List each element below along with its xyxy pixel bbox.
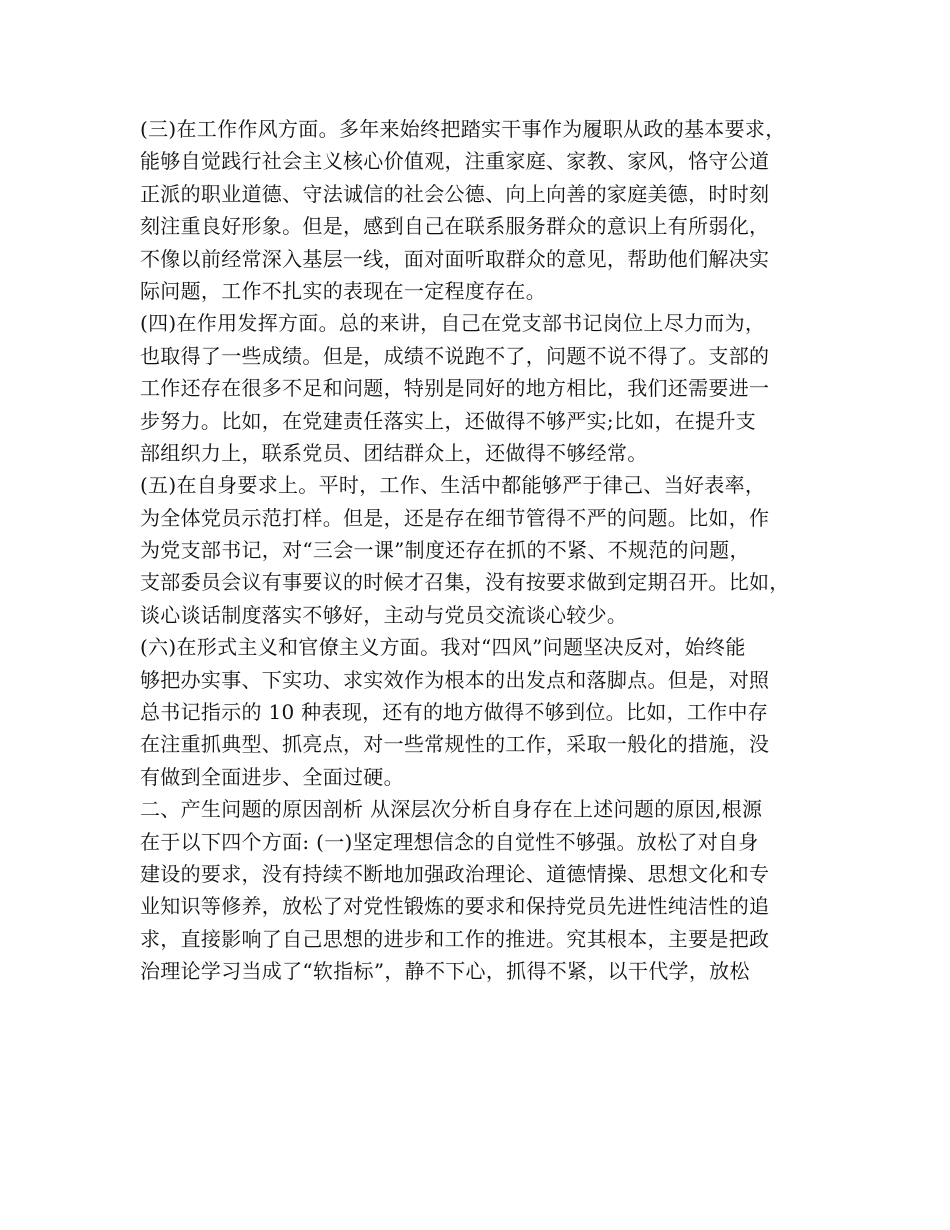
text-line: 不像以前经常深入基层一线，面对面听取群众的意见，帮助他们解决实	[140, 246, 770, 271]
text-line: 步努力。比如，在党建责任落实上，还做得不够严实;比如，在提升支	[140, 408, 757, 433]
text-line: 正派的职业道德、守法诚信的社会公德、向上向善的家庭美德，时时刻	[140, 181, 770, 206]
text-line: (三)在工作作风方面。多年来始终把踏实干事作为履职从政的基本要求，	[140, 117, 786, 141]
text-line: (六)在形式主义和官僚主义方面。我对“四风”问题坚决反对，始终能	[140, 635, 746, 660]
text-line: 能够自觉践行社会主义核心价值观，注重家庭、家教、家风，恪守公道	[140, 149, 770, 174]
text-line: (五)在自身要求上。平时，工作、生活中都能够严于律己、当好表率，	[140, 473, 766, 498]
text-line: 二、产生问题的原因剖析 从深层次分析自身存在上述问题的原因,根源	[140, 797, 763, 822]
text-line: 治理论学习当成了“软指标”，静不下心，抓得不紧，以干代学，放松	[140, 959, 750, 984]
text-line: 也取得了一些成绩。但是，成绩不说跑不了，问题不说不得了。支部的	[140, 343, 770, 368]
document-body	[140, 113, 840, 988]
text-line: 际问题，工作不扎实的表现在一定程度存在。	[140, 278, 546, 303]
text-line: 求，直接影响了自己思想的进步和工作的推进。究其根本，主要是把政	[140, 926, 770, 951]
text-line: 业知识等修养，放松了对党性锻炼的要求和保持党员先进性纯洁性的追	[140, 894, 770, 919]
text-line: 工作还存在很多不足和问题，特别是同好的地方相比，我们还需要进一	[140, 376, 770, 401]
text-line: 够把办实事、下实功、求实效作为根本的出发点和落脚点。但是，对照	[140, 667, 770, 692]
text-line: 谈心谈话制度落实不够好，主动与党员交流谈心较少。	[140, 602, 628, 627]
text-line: 为党支部书记，对“三会一课”制度还存在抓的不紧、不规范的问题，	[140, 538, 750, 563]
text-line: 有做到全面进步、全面过硬。	[140, 764, 404, 789]
text-line: (四)在作用发挥方面。总的来讲，自己在党支部书记岗位上尽力而为，	[140, 311, 766, 336]
text-line: 支部委员会议有事要议的时候才召集，没有按要求做到定期召开。比如，	[140, 570, 790, 595]
text-line: 建设的要求，没有持续不断地加强政治理论、道德情操、思想文化和专	[140, 861, 770, 886]
text-line: 在于以下四个方面: (一)坚定理想信念的自觉性不够强。放松了对自身	[140, 829, 759, 854]
text-line: 刻注重良好形象。但是，感到自己在联系服务群众的意识上有所弱化，	[140, 214, 770, 239]
text-line: 在注重抓典型、抓亮点，对一些常规性的工作，采取一般化的措施，没	[140, 732, 770, 757]
text-line: 为全体党员示范打样。但是，还是存在细节管得不严的问题。比如，作	[140, 505, 770, 530]
text-line: 部组织力上，联系党员、团结群众上，还做得不够经常。	[140, 440, 648, 465]
text-line: 总书记指示的 10 种表现，还有的地方做得不够到位。比如，工作中存	[140, 700, 769, 725]
